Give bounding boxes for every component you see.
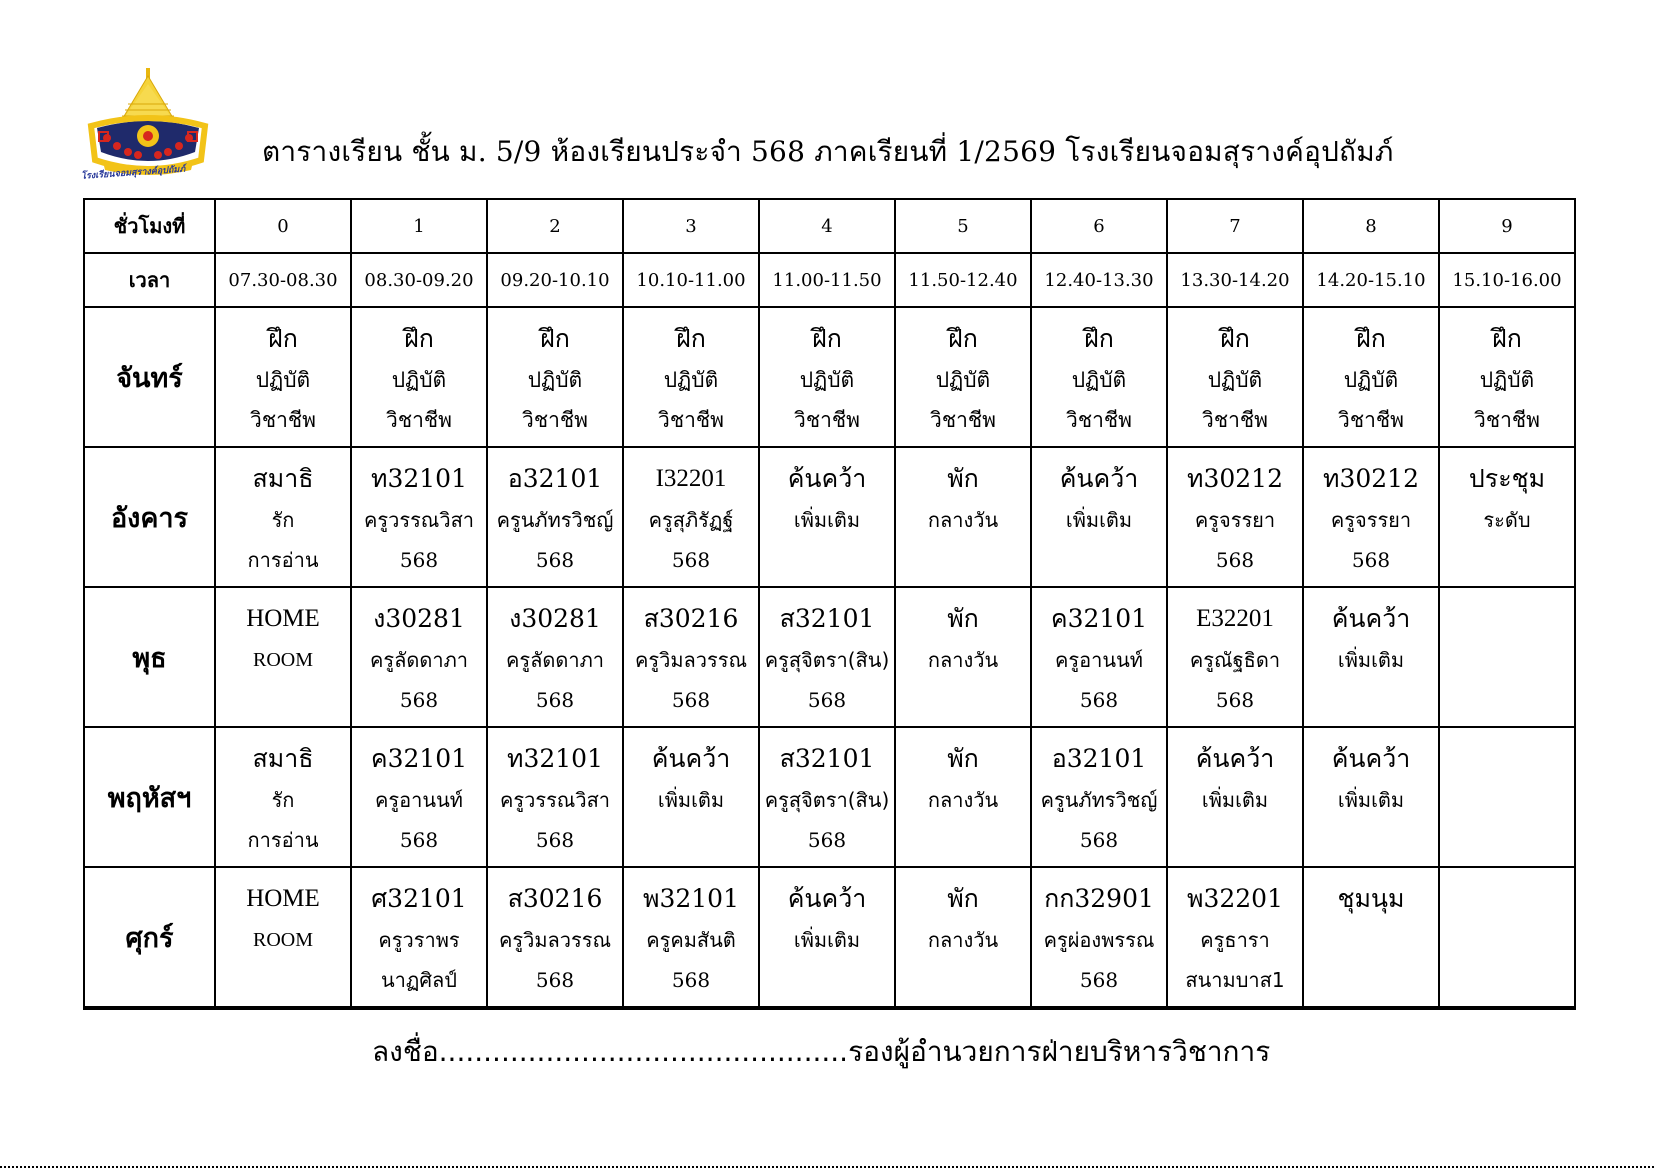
timetable-cell bbox=[895, 447, 1031, 587]
subject-code: ท32101 bbox=[506, 744, 603, 773]
subject-code: ค32101 bbox=[1050, 604, 1148, 633]
period-time: 11.00-11.50 bbox=[759, 253, 895, 307]
period-number: 9 bbox=[1439, 199, 1575, 253]
teacher-name: รัก bbox=[271, 788, 295, 812]
subject-code: พ32101 bbox=[642, 884, 739, 913]
subject-code: ค้นคว้า bbox=[651, 744, 731, 773]
timetable-cell bbox=[487, 307, 623, 447]
subject-code: ฝึก bbox=[1356, 324, 1386, 353]
subject-code: กก32901 bbox=[1044, 884, 1154, 913]
room-or-note: 568 bbox=[535, 688, 575, 712]
room-or-note bbox=[1304, 680, 1438, 720]
timetable-cell bbox=[487, 447, 623, 587]
teacher-name: ครูสุจิตรา(สิน) bbox=[764, 788, 890, 812]
subject-code: E32201 bbox=[1196, 605, 1274, 632]
subject-code: สมาธิ bbox=[252, 744, 314, 773]
teacher-name: เพิ่มเติม bbox=[793, 928, 861, 952]
subject-code: สมาธิ bbox=[252, 464, 314, 493]
subject-code: ท30212 bbox=[1322, 464, 1419, 493]
teacher-name: ปฏิบัติ bbox=[391, 368, 447, 392]
day-label: พฤหัสฯ bbox=[84, 727, 215, 867]
timetable-cell bbox=[1439, 587, 1575, 727]
subject-code bbox=[1440, 598, 1574, 640]
timetable-cell bbox=[351, 447, 487, 587]
room-or-note: 568 bbox=[399, 548, 439, 572]
room-or-note: 568 bbox=[1215, 688, 1255, 712]
teacher-name: ครูลัดดาภา bbox=[370, 648, 468, 672]
subject-code: ชุมนุม bbox=[1337, 884, 1405, 913]
teacher-name: ครูจรรยา bbox=[1330, 508, 1412, 532]
timetable-cell bbox=[759, 307, 895, 447]
room-or-note bbox=[1440, 680, 1574, 720]
timetable-cell bbox=[1439, 727, 1575, 867]
timetable-cell bbox=[215, 727, 351, 867]
period-number: 2 bbox=[487, 199, 623, 253]
timetable-cell bbox=[351, 727, 487, 867]
subject-code: ง30281 bbox=[373, 604, 465, 633]
subject-code: ฝึก bbox=[676, 324, 706, 353]
period-time: 15.10-16.00 bbox=[1439, 253, 1575, 307]
timetable-cell bbox=[895, 307, 1031, 447]
subject-code: ฝึก bbox=[404, 324, 434, 353]
timetable-cell bbox=[215, 307, 351, 447]
teacher-name: ปฏิบัติ bbox=[935, 368, 991, 392]
teacher-name: ครูลัดดาภา bbox=[506, 648, 604, 672]
timetable-cell bbox=[487, 587, 623, 727]
subject-code: ฝึก bbox=[268, 324, 298, 353]
timetable-cell bbox=[895, 867, 1031, 1008]
subject-code: ฝึก bbox=[1492, 324, 1522, 353]
timetable-cell bbox=[623, 727, 759, 867]
teacher-name: ปฏิบัติ bbox=[1207, 368, 1263, 392]
teacher-name: ครูผ่องพรรณ bbox=[1043, 928, 1155, 952]
teacher-name: เพิ่มเติม bbox=[1065, 508, 1133, 532]
room-or-note: 568 bbox=[807, 828, 847, 852]
room-or-note: 568 bbox=[671, 548, 711, 572]
room-or-note: วิชาชีพ bbox=[250, 408, 316, 432]
room-or-note: 568 bbox=[1215, 548, 1255, 572]
teacher-name: ปฏิบัติ bbox=[527, 368, 583, 392]
subject-code: I32201 bbox=[655, 465, 727, 492]
page-title: ตารางเรียน ชั้น ม. 5/9 ห้องเรียนประจำ 568 ภาคเรียนที่ 1/2569 โรงเรียนจอมสุรางค์อุปถัมภ์ bbox=[262, 135, 1394, 168]
teacher-name: กลางวัน bbox=[927, 508, 999, 532]
period-number: 4 bbox=[759, 199, 895, 253]
timetable-cell bbox=[759, 867, 895, 1008]
period-number: 0 bbox=[215, 199, 351, 253]
period-number: 5 bbox=[895, 199, 1031, 253]
teacher-name: ครูวรรณวิสา bbox=[363, 508, 475, 532]
teacher-name: ครูอานนท์ bbox=[375, 788, 463, 812]
subject-code bbox=[1440, 878, 1574, 920]
period-time: 07.30-08.30 bbox=[215, 253, 351, 307]
room-or-note bbox=[896, 540, 1030, 580]
period-time: 11.50-12.40 bbox=[895, 253, 1031, 307]
timetable-cell bbox=[759, 447, 895, 587]
day-label: พุธ bbox=[84, 587, 215, 727]
time-label: เวลา bbox=[84, 253, 215, 307]
teacher-name: ROOM bbox=[252, 929, 313, 951]
teacher-name: ปฏิบัติ bbox=[799, 368, 855, 392]
room-or-note: 568 bbox=[535, 548, 575, 572]
timetable-cell bbox=[895, 587, 1031, 727]
subject-code: ง30281 bbox=[509, 604, 601, 633]
subject-code: ฝึก bbox=[1220, 324, 1250, 353]
school-emblem-logo bbox=[80, 66, 213, 188]
period-time: 09.20-10.10 bbox=[487, 253, 623, 307]
room-or-note bbox=[760, 960, 894, 1000]
room-or-note bbox=[1440, 820, 1574, 860]
room-or-note: วิชาชีพ bbox=[1474, 408, 1540, 432]
room-or-note: 568 bbox=[535, 968, 575, 992]
timetable-cell bbox=[1439, 447, 1575, 587]
day-row bbox=[84, 307, 1575, 447]
period-row bbox=[84, 199, 1575, 253]
timetable-cell bbox=[1167, 867, 1303, 1008]
subject-code: พัก bbox=[947, 604, 979, 633]
timetable-cell bbox=[1439, 867, 1575, 1008]
day-label: อังคาร bbox=[84, 447, 215, 587]
room-or-note bbox=[896, 960, 1030, 1000]
teacher-name bbox=[1440, 640, 1574, 680]
teacher-name: ปฏิบัติ bbox=[1343, 368, 1399, 392]
timetable-cell bbox=[623, 307, 759, 447]
room-or-note: 568 bbox=[807, 688, 847, 712]
subject-code: ค้นคว้า bbox=[1195, 744, 1275, 773]
room-or-note: นาฏศิลป์ bbox=[381, 968, 457, 992]
period-number: 8 bbox=[1303, 199, 1439, 253]
timetable-cell bbox=[215, 447, 351, 587]
subject-code: ฝึก bbox=[812, 324, 842, 353]
room-or-note: วิชาชีพ bbox=[930, 408, 996, 432]
teacher-name: ครูวิมลวรรณ bbox=[498, 928, 612, 952]
room-or-note: วิชาชีพ bbox=[1338, 408, 1404, 432]
subject-code: ฝึก bbox=[948, 324, 978, 353]
subject-code: ส32101 bbox=[779, 604, 875, 633]
timetable-cell bbox=[759, 727, 895, 867]
room-or-note: 568 bbox=[1079, 828, 1119, 852]
timetable-cell bbox=[1167, 307, 1303, 447]
teacher-name: เพิ่มเติม bbox=[657, 788, 725, 812]
timetable-cell bbox=[1303, 867, 1439, 1008]
subject-code: ท32101 bbox=[370, 464, 467, 493]
subject-code: ประชุม bbox=[1468, 464, 1546, 493]
room-or-note bbox=[896, 680, 1030, 720]
teacher-name: กลางวัน bbox=[927, 788, 999, 812]
teacher-name: ครูจรรยา bbox=[1194, 508, 1276, 532]
subject-code: HOME bbox=[246, 885, 320, 912]
teacher-name: ครูนภัทรวิชญ์ bbox=[1040, 788, 1158, 812]
teacher-name: ครูวราพร bbox=[378, 928, 460, 952]
room-or-note bbox=[624, 820, 758, 860]
timetable-cell bbox=[215, 867, 351, 1008]
teacher-name: ปฏิบัติ bbox=[255, 368, 311, 392]
teacher-name: ครูธารา bbox=[1200, 928, 1270, 952]
room-or-note: 568 bbox=[535, 828, 575, 852]
room-or-note: 568 bbox=[1351, 548, 1391, 572]
logo-caption: โรงเรียนจอมสุรางค์อุปถัมภ์ bbox=[80, 164, 186, 182]
subject-code: ค้นคว้า bbox=[1331, 604, 1411, 633]
subject-code: ค้นคว้า bbox=[787, 464, 867, 493]
period-number: 1 bbox=[351, 199, 487, 253]
period-number: 6 bbox=[1031, 199, 1167, 253]
timetable-cell bbox=[351, 867, 487, 1008]
room-or-note: วิชาชีพ bbox=[1066, 408, 1132, 432]
room-or-note: 568 bbox=[671, 688, 711, 712]
room-or-note bbox=[1304, 960, 1438, 1000]
teacher-name bbox=[1304, 920, 1438, 960]
day-label: จันทร์ bbox=[84, 307, 215, 447]
timetable-cell bbox=[1303, 727, 1439, 867]
subject-code: พัก bbox=[947, 464, 979, 493]
room-or-note: 568 bbox=[1079, 688, 1119, 712]
subject-code: HOME bbox=[246, 605, 320, 632]
room-or-note: 568 bbox=[1079, 968, 1119, 992]
room-or-note bbox=[1304, 820, 1438, 860]
subject-code: ค้นคว้า bbox=[787, 884, 867, 913]
day-row bbox=[84, 727, 1575, 867]
subject-code: อ32101 bbox=[507, 464, 603, 493]
room-or-note bbox=[760, 540, 894, 580]
teacher-name: ครูวิมลวรรณ bbox=[634, 648, 748, 672]
teacher-name bbox=[1440, 780, 1574, 820]
signature-line: ลงชื่อ..............................................รองผู้อำนวยการฝ่ายบริหารวิชาการ bbox=[372, 1035, 1271, 1068]
day-label: ศุกร์ bbox=[84, 867, 215, 1008]
teacher-name: ครูคมสันติ bbox=[646, 928, 736, 952]
timetable-cell bbox=[487, 727, 623, 867]
subject-code: ศ32101 bbox=[371, 884, 467, 913]
teacher-name: ครูวรรณวิสา bbox=[499, 788, 611, 812]
period-number: 3 bbox=[623, 199, 759, 253]
timetable-cell bbox=[623, 867, 759, 1008]
subject-code: พัก bbox=[947, 884, 979, 913]
subject-code: ฝึก bbox=[540, 324, 570, 353]
room-or-note: วิชาชีพ bbox=[1202, 408, 1268, 432]
timetable-cell bbox=[215, 587, 351, 727]
timetable-cell bbox=[1031, 727, 1167, 867]
subject-code: พ32201 bbox=[1186, 884, 1283, 913]
room-or-note: วิชาชีพ bbox=[658, 408, 724, 432]
room-or-note: วิชาชีพ bbox=[794, 408, 860, 432]
timetable-cell bbox=[1303, 447, 1439, 587]
subject-code: พัก bbox=[947, 744, 979, 773]
room-or-note bbox=[216, 680, 350, 720]
timetable-cell bbox=[1031, 307, 1167, 447]
page-bottom-rule bbox=[0, 1166, 1654, 1168]
teacher-name: เพิ่มเติม bbox=[1337, 648, 1405, 672]
timetable-cell bbox=[895, 727, 1031, 867]
period-time: 12.40-13.30 bbox=[1031, 253, 1167, 307]
teacher-name: กลางวัน bbox=[927, 648, 999, 672]
teacher-name: เพิ่มเติม bbox=[1337, 788, 1405, 812]
timetable-cell bbox=[1031, 447, 1167, 587]
room-or-note: 568 bbox=[399, 828, 439, 852]
room-or-note bbox=[216, 960, 350, 1000]
period-number: 7 bbox=[1167, 199, 1303, 253]
room-or-note bbox=[896, 820, 1030, 860]
teacher-name: กลางวัน bbox=[927, 928, 999, 952]
room-or-note: การอ่าน bbox=[247, 548, 319, 572]
subject-code: ฝึก bbox=[1084, 324, 1114, 353]
teacher-name: ปฏิบัติ bbox=[663, 368, 719, 392]
teacher-name: เพิ่มเติม bbox=[1201, 788, 1269, 812]
room-or-note bbox=[1168, 820, 1302, 860]
teacher-name: ครูสุจิตรา(สิน) bbox=[764, 648, 890, 672]
timetable-cell bbox=[1031, 587, 1167, 727]
timetable-cell bbox=[1167, 587, 1303, 727]
room-or-note: 568 bbox=[671, 968, 711, 992]
teacher-name: ครูนภัทรวิชญ์ bbox=[496, 508, 614, 532]
timetable-cell bbox=[759, 587, 895, 727]
room-or-note: 568 bbox=[399, 688, 439, 712]
day-row bbox=[84, 447, 1575, 587]
teacher-name: รัก bbox=[271, 508, 295, 532]
teacher-name: ระดับ bbox=[1483, 508, 1531, 532]
period-time: 14.20-15.10 bbox=[1303, 253, 1439, 307]
day-row bbox=[84, 867, 1575, 1008]
timetable-cell bbox=[623, 447, 759, 587]
teacher-name: เพิ่มเติม bbox=[793, 508, 861, 532]
subject-code bbox=[1440, 738, 1574, 780]
room-or-note: สนามบาส1 bbox=[1185, 968, 1285, 992]
teacher-name: ROOM bbox=[252, 649, 313, 671]
teacher-name: ปฏิบัติ bbox=[1071, 368, 1127, 392]
timetable-cell bbox=[1167, 447, 1303, 587]
timetable-cell bbox=[351, 587, 487, 727]
teacher-name: ปฏิบัติ bbox=[1479, 368, 1535, 392]
timetable-cell bbox=[1439, 307, 1575, 447]
teacher-name: ครูอานนท์ bbox=[1055, 648, 1143, 672]
room-or-note: การอ่าน bbox=[247, 828, 319, 852]
timetable-cell bbox=[487, 867, 623, 1008]
teacher-name: ครูณัฐธิดา bbox=[1189, 648, 1281, 672]
class-timetable bbox=[83, 198, 1576, 1010]
period-label: ชั่วโมงที่ bbox=[84, 199, 215, 253]
room-or-note: วิชาชีพ bbox=[386, 408, 452, 432]
timetable-cell bbox=[1031, 867, 1167, 1008]
room-or-note bbox=[1440, 540, 1574, 580]
timetable-cell bbox=[1303, 587, 1439, 727]
room-or-note bbox=[1032, 540, 1166, 580]
timetable-cell bbox=[1303, 307, 1439, 447]
subject-code: ส30216 bbox=[643, 604, 739, 633]
timetable-cell bbox=[351, 307, 487, 447]
day-row bbox=[84, 587, 1575, 727]
subject-code: ส30216 bbox=[507, 884, 603, 913]
subject-code: อ32101 bbox=[1051, 744, 1147, 773]
subject-code: ค้นคว้า bbox=[1331, 744, 1411, 773]
period-time: 10.10-11.00 bbox=[623, 253, 759, 307]
timetable-cell bbox=[623, 587, 759, 727]
timetable-cell bbox=[1167, 727, 1303, 867]
period-time: 08.30-09.20 bbox=[351, 253, 487, 307]
subject-code: ค้นคว้า bbox=[1059, 464, 1139, 493]
room-or-note bbox=[1440, 960, 1574, 1000]
period-time: 13.30-14.20 bbox=[1167, 253, 1303, 307]
room-or-note: วิชาชีพ bbox=[522, 408, 588, 432]
teacher-name: ครูสุภิรัฏฐ์ bbox=[648, 508, 734, 532]
teacher-name bbox=[1440, 920, 1574, 960]
time-row bbox=[84, 253, 1575, 307]
subject-code: ค32101 bbox=[370, 744, 468, 773]
subject-code: ท30212 bbox=[1186, 464, 1283, 493]
subject-code: ส32101 bbox=[779, 744, 875, 773]
